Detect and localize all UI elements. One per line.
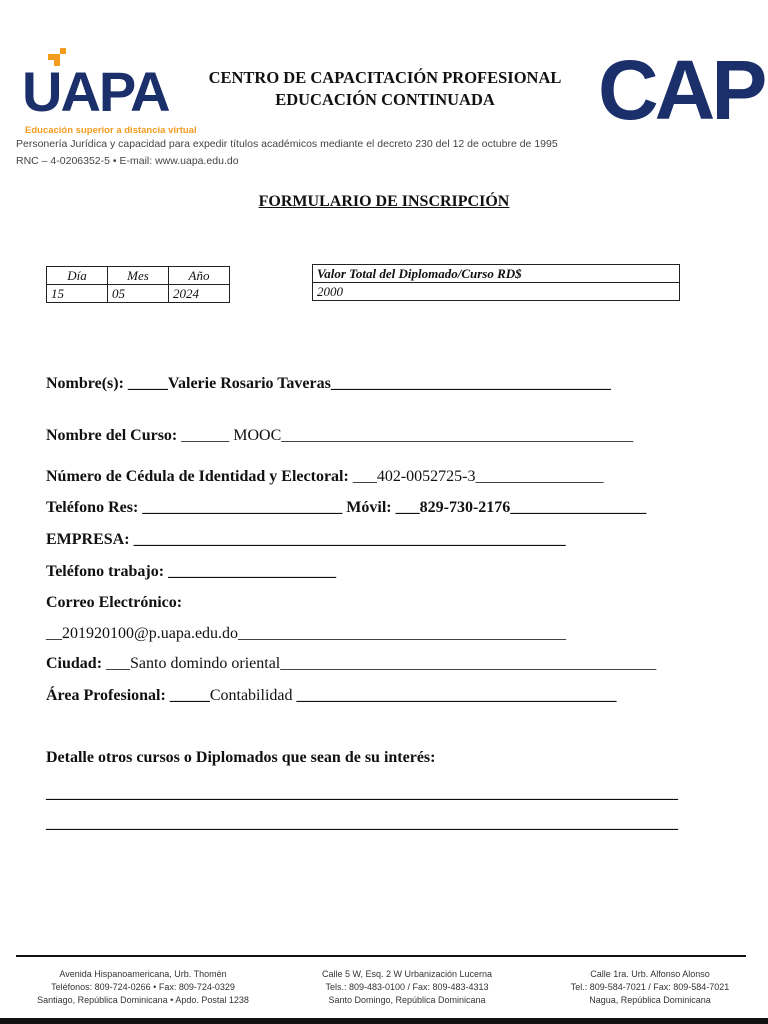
movil-underline-post: _________________ [510, 499, 647, 516]
field-area[interactable] [46, 686, 616, 706]
org-contact-line: RNC – 4-0206352-5 • E-mail: www.uapa.edu.do [16, 155, 239, 167]
correo-underline-post: _________________________________________ [238, 625, 567, 642]
footer-divider [16, 955, 746, 957]
other-courses-line-2[interactable] [46, 814, 678, 834]
other-courses-blank-2[interactable]: _______________________________________________________________________________ [46, 815, 678, 832]
footer-col3-line1: Calle 1ra. Urb. Alfonso Alonso [590, 969, 710, 979]
correo-label: Correo Electrónico: [46, 594, 183, 611]
telefono-trabajo-blank[interactable]: _____________________ [164, 563, 337, 580]
footer-address-nagua [535, 968, 765, 1007]
field-correo[interactable] [46, 624, 566, 644]
other-courses-blank-1[interactable]: _______________________________________________________________________________ [46, 785, 678, 802]
date-header-month: Mes [108, 267, 169, 285]
correo-value[interactable]: 201920100@p.uapa.edu.do [62, 625, 239, 642]
uapa-logo-word: UAPA [22, 60, 169, 123]
area-underline-post: ________________________________________ [292, 687, 617, 704]
cap-logo-word: CAP [598, 43, 764, 137]
footer-col1-line1: Avenida Hispanoamericana, Urb. Thomén [59, 969, 227, 979]
footer-col3-line2: Tel.: 809-584-7021 / Fax: 809-584-7021 [570, 982, 730, 992]
empresa-blank[interactable]: ______________________________________________________ [129, 531, 566, 548]
correo-label-row [46, 593, 182, 613]
nombre-value[interactable]: Valerie Rosario Taveras [167, 375, 331, 392]
curso-underline-post: ____________________________________________ [281, 427, 634, 444]
field-telefonos[interactable] [46, 498, 646, 518]
date-year-value[interactable]: 2024 [169, 285, 230, 303]
movil-underline-pre: ___ [391, 499, 420, 516]
correo-underline-pre: __ [46, 625, 62, 642]
date-table [46, 266, 230, 303]
footer-address-santiago [28, 968, 258, 1007]
area-underline-pre: _____ [165, 687, 210, 704]
other-courses-line-1[interactable] [46, 784, 678, 804]
cedula-underline-pre: ___ [348, 468, 377, 485]
curso-underline-pre: ______ [177, 427, 234, 444]
value-total-table [312, 264, 680, 301]
footer-col2-line1: Calle 5 W, Esq. 2 W Urbanización Lucerna [321, 969, 493, 979]
uapa-tagline: Educación superior a distancia virtual [25, 125, 197, 136]
footer-col1-line2: Teléfonos: 809-724-0266 • Fax: 809-724-0329 [51, 982, 235, 992]
form-title: FORMULARIO DE INSCRIPCIÓN [258, 193, 510, 210]
field-empresa[interactable] [46, 530, 566, 550]
field-cedula[interactable] [46, 467, 603, 487]
footer-col3-line3: Nagua, República Dominicana [589, 995, 711, 1005]
area-label: Área Profesional: [46, 687, 166, 704]
curso-label: Nombre del Curso: [46, 427, 178, 444]
nombre-label: Nombre(s): [46, 375, 124, 392]
header-title-line1: CENTRO DE CAPACITACIÓN PROFESIONAL [208, 68, 562, 87]
field-curso[interactable] [46, 426, 633, 446]
cedula-value[interactable]: 402-0052725-3 [376, 468, 476, 485]
footer-col2-line3: Santo Domingo, República Dominicana [328, 995, 486, 1005]
other-courses-label-row [46, 748, 435, 768]
value-total-amount[interactable]: 2000 [313, 283, 680, 301]
ciudad-value[interactable]: Santo domindo oriental [130, 655, 281, 672]
movil-value[interactable]: 829-730-2176 [419, 499, 511, 516]
footer-col1-line3: Santiago, República Dominicana • Apdo. Postal 1238 [37, 995, 249, 1005]
field-nombre[interactable] [46, 374, 611, 394]
ciudad-underline-pre: ___ [102, 655, 131, 672]
telefono-res-label: Teléfono Res: [46, 499, 139, 516]
nombre-underline-post: ___________________________________ [330, 375, 611, 392]
cap-logo [598, 43, 764, 137]
uapa-logo [22, 48, 197, 138]
date-month-value[interactable]: 05 [108, 285, 169, 303]
nombre-underline-pre: _____ [123, 375, 168, 392]
value-total-label: Valor Total del Diplomado/Curso RD$ [313, 265, 680, 283]
ciudad-underline-post: _______________________________________________ [280, 655, 657, 672]
other-courses-label: Detalle otros cursos o Diplomados que sean de su interés: [46, 749, 436, 766]
date-day-value[interactable]: 15 [47, 285, 108, 303]
date-header-year: Año [169, 267, 230, 285]
movil-label: Móvil: [346, 499, 392, 516]
telefono-trabajo-label: Teléfono trabajo: [46, 563, 165, 580]
cedula-underline-post: ________________ [475, 468, 604, 485]
curso-value[interactable]: MOOC [233, 427, 282, 444]
field-telefono-trabajo[interactable] [46, 562, 336, 582]
empresa-label: EMPRESA: [46, 531, 130, 548]
field-ciudad[interactable] [46, 654, 656, 674]
header-title [190, 67, 580, 111]
header-title-line2: EDUCACIÓN CONTINUADA [275, 90, 495, 109]
cedula-label: Número de Cédula de Identidad y Electoral: [46, 468, 349, 485]
bottom-bar [0, 1018, 768, 1024]
area-value[interactable]: Contabilidad [209, 687, 293, 704]
footer-address-santo-domingo [292, 968, 522, 1007]
telefono-res-blank[interactable]: _________________________ [138, 499, 347, 516]
footer-col2-line2: Tels.: 809-483-0100 / Fax: 809-483-4313 [325, 982, 489, 992]
ciudad-label: Ciudad: [46, 655, 103, 672]
org-legal-line: Personería Jurídica y capacidad para expedir títulos académicos mediante el decreto 230 del 12 de octubre de 1995 [16, 138, 558, 150]
date-header-day: Día [47, 267, 108, 285]
